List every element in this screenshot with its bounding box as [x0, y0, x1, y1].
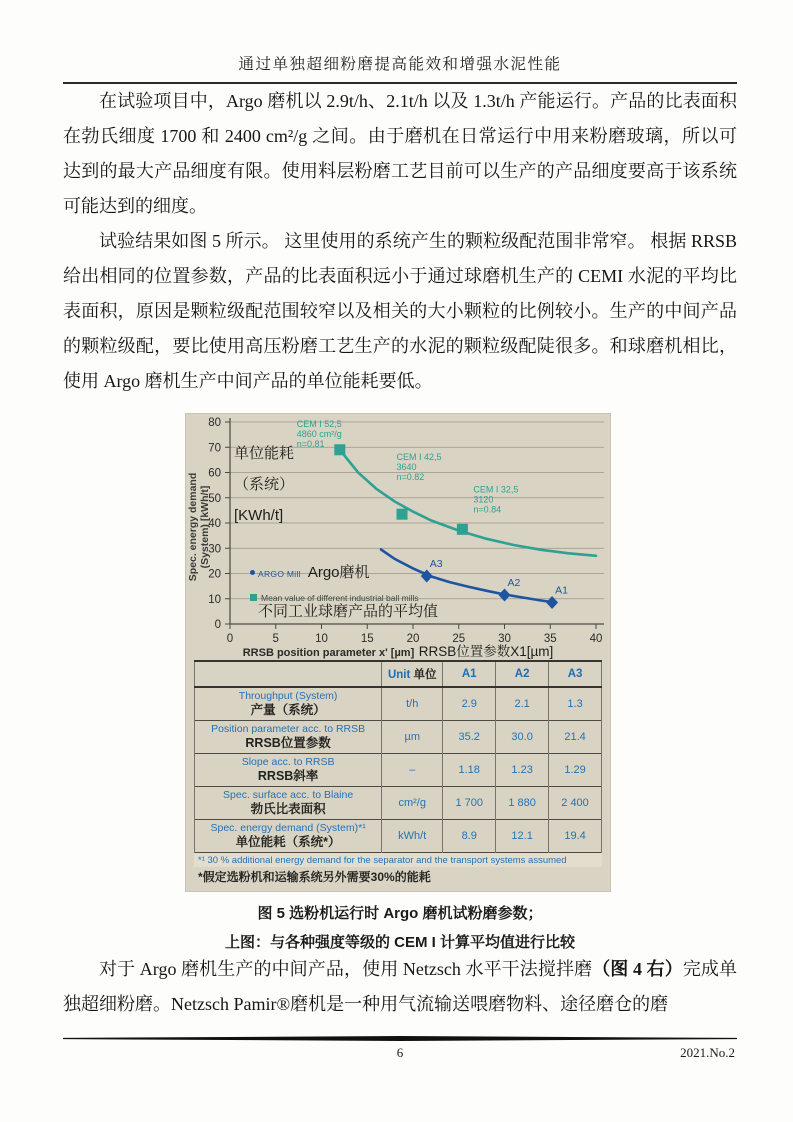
svg-text:20: 20: [406, 633, 420, 645]
svg-text:20: 20: [208, 568, 221, 581]
legend-argo-en: ARGO Mill: [258, 569, 301, 579]
row-value: 2.9: [443, 687, 496, 721]
table-header-row: [195, 661, 602, 687]
svg-text:3120: 3120: [473, 494, 494, 505]
x-label-en: RRSB position parameter x' [µm]: [242, 647, 415, 659]
chart-y-axis-label: Spec. energy demand (System) [kWh/t]: [187, 472, 211, 582]
row-value: 30.0: [496, 721, 549, 754]
table-row: [195, 687, 602, 721]
page-number: 6: [396, 1045, 404, 1060]
figure-caption-line1: 图 5 选粉机运行时 Argo 磨机试粉磨参数；: [257, 905, 543, 922]
svg-text:50: 50: [208, 492, 221, 505]
chart-x-axis-label: [186, 640, 610, 661]
row-value: 1.29: [549, 754, 602, 787]
svg-text:25: 25: [452, 633, 466, 645]
row-label: Position parameter acc. to RRSB RRSB位置参数: [195, 721, 382, 754]
svg-text:80: 80: [208, 417, 221, 429]
row-unit: kWh/t: [382, 820, 443, 853]
svg-text:3640: 3640: [396, 461, 417, 472]
figure-chart: [186, 414, 610, 660]
svg-text:0: 0: [226, 633, 234, 645]
svg-text:CEM I 42,5: CEM I 42,5: [396, 451, 442, 462]
svg-text:CEM I 32,5: CEM I 32,5: [473, 484, 519, 495]
paragraph-2: 试验结果如图 5 所示。 这里使用的系统产生的颗粒级配范围非常窄。 根据 RRSB 给出相同的位置参数，产品的比表面积远小于通过球磨机生产的 CEMI 水泥的平均比表面积，原因是颗粒级配范围较窄以及相关的大小颗粒的比例较小。生产的中间产品的颗粒级配，要比使用高压粉磨工艺生产的水泥的颗粒级配陡很多。和球磨机相比，使用 Argo 磨机生产中间产品的单位能耗要低。: [63, 231, 737, 391]
row-unit: µm: [382, 721, 443, 754]
table-footnote-zh: *假定选粉机和运输系统另外需要30%的能耗: [198, 870, 431, 884]
paragraph-3-bold-ref: （图 4 右）: [592, 959, 683, 979]
chart-y-axis-label-zh: [234, 438, 294, 531]
legend-argo-zh: Argo磨机: [307, 564, 370, 581]
table-row: [195, 820, 602, 853]
paragraph-3: [63, 952, 737, 1022]
table-row: [195, 721, 602, 754]
argo-dot-marker-icon: [250, 570, 255, 575]
row-unit: t/h: [382, 687, 443, 721]
x-label-zh: RRSB位置参数X1[µm]: [418, 644, 554, 659]
header-a1: A1: [443, 661, 496, 687]
figure-caption-line2: 上图：与各种强度等级的 CEM I 计算平均值进行比较: [224, 934, 575, 951]
svg-text:0: 0: [214, 619, 221, 631]
legend-ball-mills-zh: 不同工业球磨产品的平均值: [258, 603, 439, 620]
svg-text:40: 40: [208, 518, 221, 530]
row-label: Spec. energy demand (System)*¹ 单位能耗（系统*）: [195, 820, 382, 853]
svg-text:A1: A1: [555, 584, 568, 597]
row-value: 2 400: [549, 787, 602, 820]
svg-text:35: 35: [543, 633, 557, 645]
row-value: 19.4: [549, 820, 602, 853]
svg-text:40: 40: [589, 633, 603, 645]
paragraph-3-text-after: 完成单独超细粉磨。Netzsch Pamir®磨机是一种用气流输送喂磨物料、途径磨仓的磨: [63, 959, 738, 1014]
row-label: Throughput (System) 产量（系统）: [195, 687, 382, 721]
page-footer: [63, 1036, 737, 1063]
issue-label: 2021.No.2: [680, 1045, 735, 1060]
svg-text:CEM I 52,5: CEM I 52,5: [296, 419, 342, 430]
svg-text:60: 60: [208, 467, 221, 480]
svg-text:15: 15: [360, 633, 374, 645]
table-row: [195, 754, 602, 787]
row-label: Spec. surface acc. to Blaine 勃氏比表面积: [195, 787, 382, 820]
header-unit-zh: 单位: [413, 669, 437, 681]
row-value: 1 880: [496, 787, 549, 820]
svg-text:4860 cm²/g: 4860 cm²/g: [296, 429, 342, 440]
figure-table: [194, 660, 602, 853]
row-value: 1.18: [443, 754, 496, 787]
row-unit: –: [382, 754, 443, 787]
header-a3: A3: [549, 661, 602, 687]
y-label-zh-line2: （系统）: [234, 476, 295, 493]
header-a2: A2: [496, 661, 549, 687]
svg-text:A3: A3: [429, 558, 443, 571]
header-unit-en: Unit: [387, 669, 411, 681]
svg-text:70: 70: [208, 442, 221, 455]
row-value: 1.3: [549, 687, 602, 721]
y-label-zh-line1: 单位能耗: [234, 445, 295, 462]
svg-text:n=0.84: n=0.84: [473, 504, 502, 515]
row-value: 12.1: [496, 820, 549, 853]
header-empty: [195, 661, 382, 687]
row-value: 8.9: [443, 820, 496, 853]
svg-text:10: 10: [208, 593, 221, 606]
legend-argo-mill: [250, 561, 370, 582]
svg-text:5: 5: [272, 633, 279, 645]
table-footnote-en: *¹ 30 % additional energy demand for the separator and the transport systems assumed: [194, 853, 602, 867]
legend-mean-en: Mean value of different industrial ball mills: [261, 593, 419, 603]
svg-text:n=0.82: n=0.82: [396, 471, 425, 482]
row-label: Slope acc. to RRSB RRSB斜率: [195, 754, 382, 787]
svg-text:30: 30: [498, 633, 511, 645]
row-value: 35.2: [443, 721, 496, 754]
y-label-zh-line3: [KWh/t]: [234, 507, 284, 524]
svg-text:10: 10: [315, 633, 328, 645]
figure-5: [185, 413, 611, 892]
row-value: 1.23: [496, 754, 549, 787]
svg-text:30: 30: [208, 543, 221, 556]
row-value: 2.1: [496, 687, 549, 721]
footer-rule: [63, 1036, 737, 1041]
svg-text:A2: A2: [507, 576, 521, 589]
figure-table-body: [195, 687, 602, 853]
row-unit: cm²/g: [382, 787, 443, 820]
square-marker-icon: [250, 594, 257, 601]
paragraph-1: 在试验项目中，Argo 磨机以 2.9t/h、2.1t/h 以及 1.3t/h 产能运行。产品的比表面积在勃氏细度 1700 和 2400 cm²/g 之间。由于磨机在日常运行中用来粉磨玻璃，所以可达到的最大产品细度有限。使用料层粉磨工艺目前可以生产的产品细度要高于该系统可能达到的细度。: [63, 91, 737, 216]
svg-text:n=0.81: n=0.81: [296, 439, 325, 450]
row-value: 1 700: [443, 787, 496, 820]
header-unit: [382, 661, 443, 687]
paragraph-3-text: 对于 Argo 磨机生产的中间产品，使用 Netzsch 水平干法搅拌磨: [99, 959, 593, 979]
running-header-title: 通过单独超细粉磨提高能效和增强水泥性能: [238, 56, 562, 73]
row-value: 21.4: [549, 721, 602, 754]
table-row: [195, 787, 602, 820]
